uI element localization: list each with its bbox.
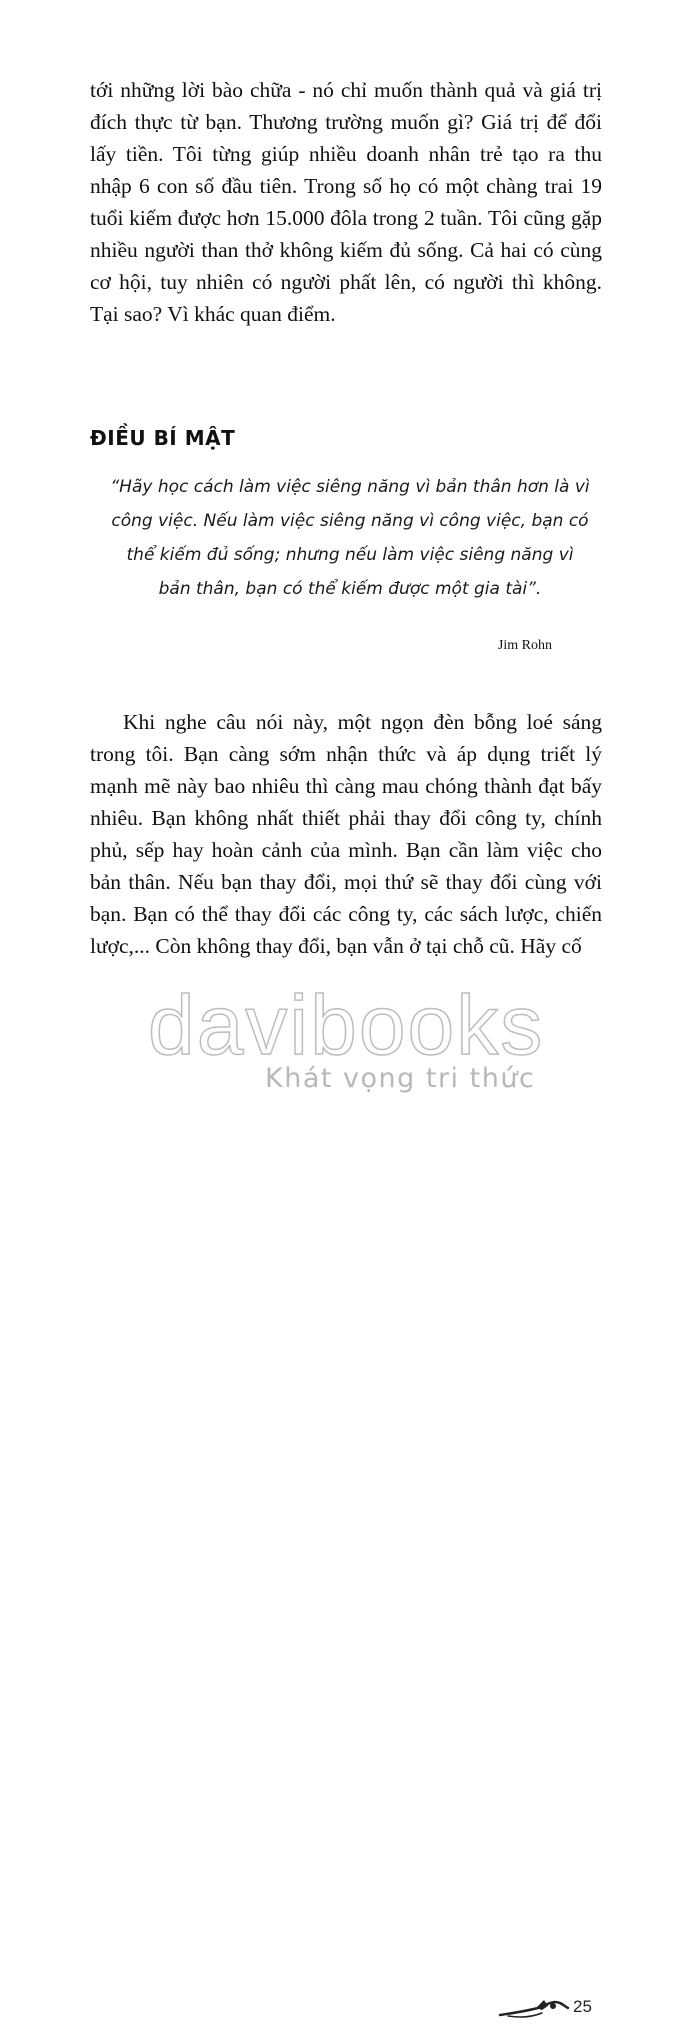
page-ornament-icon	[498, 1994, 572, 2024]
page-number: 25	[573, 1997, 592, 2016]
section-heading: ĐIỀU BÍ MẬT	[90, 426, 236, 450]
watermark-tagline: Khát vọng tri thức	[265, 1063, 536, 1094]
quote-text: “Hãy học cách làm việc siêng năng vì bản thân hơn là vì công việc. Nếu làm việc siêng năng vì công việc, bạn có thể kiếm đủ sống; nhưng nếu làm việc siêng năng vì bản thân, bạn có thể kiếm được một gia tài”.	[110, 477, 590, 599]
body-paragraph-1: tới những lời bào chữa - nó chỉ muốn thành quả và giá trị đích thực từ bạn. Thương trường muốn gì? Giá trị để đổi lấy tiền. Tôi từng giúp nhiều doanh nhân trẻ tạo ra thu nhập 6 con số đầu tiên. Trong số họ có một chàng trai 19 tuổi kiếm được hơn 15.000 đôla trong 2 tuần. Tôi cũng gặp nhiều người than thở không kiếm đủ sống. Cả hai có cùng cơ hội, tuy nhiên có người phất lên, có người thì không. Tại sao? Vì khác quan điểm.	[90, 78, 602, 326]
watermark-brand: davibooks	[148, 978, 545, 1072]
quote-author: Jim Rohn	[497, 638, 552, 653]
body-paragraph-2: Khi nghe câu nói này, một ngọn đèn bỗng loé sáng trong tôi. Bạn càng sớm nhận thức và áp dụng triết lý mạnh mẽ này bao nhiêu thì càng mau chóng thành đạt bấy nhiêu. Bạn không nhất thiết phải thay đổi công ty, chính phủ, sếp hay hoàn cảnh của mình. Bạn cần làm việc cho bản thân. Nếu bạn thay đổi, mọi thứ sẽ thay đổi cùng với bạn. Bạn có thể thay đổi các công ty, các sách lược, chiến lược,... Còn không thay đổi, bạn vẫn ở tại chỗ cũ. Hãy cố	[90, 710, 602, 958]
